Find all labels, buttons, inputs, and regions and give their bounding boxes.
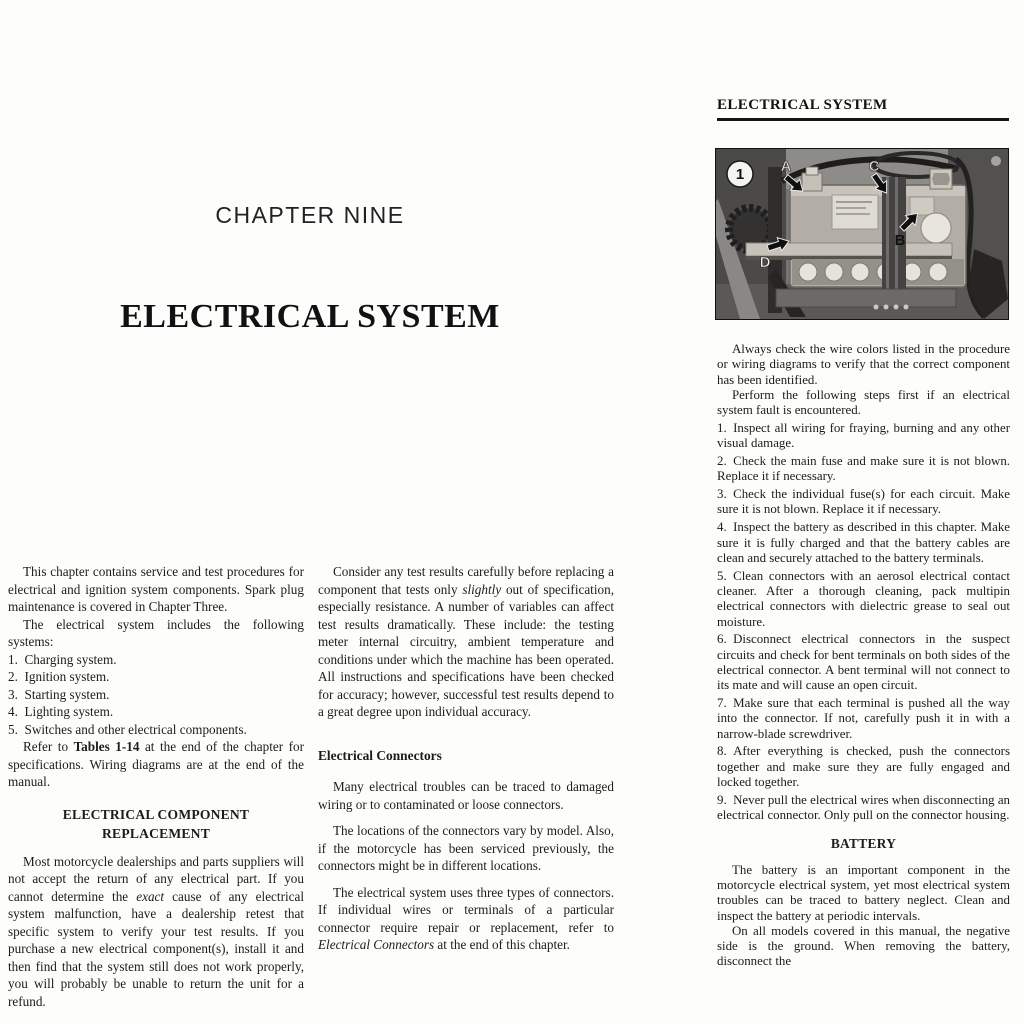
component-replacement-paragraph: Most motorcycle dealerships and parts suppliers will not accept the return of any electrical part. If you cannot determine the exact cause of any electrical system malfunction, have a dealership retest that specific system to verify your test results. If you purchase a new electrical component(s), install it and then find that the system still does not work properly, you will probably be unable to return the unit for a refund. <box>8 853 304 1009</box>
step-1: 1. Inspect all wiring for fraying, burning and any other visual damage. <box>717 420 1010 451</box>
system-list-item: 1. Charging system. <box>8 651 117 667</box>
system-list-item: 4. Lighting system. <box>8 704 114 719</box>
section-heading-battery: BATTERY <box>830 836 897 852</box>
step-2: 2. Check the main fuse and make sure it is not blown. Replace it if necessary. <box>717 454 1010 484</box>
battery-terminal-left <box>802 173 822 191</box>
figure-number: 1 <box>735 166 745 183</box>
cell-cap <box>929 263 947 281</box>
connectors-paragraph-3: The electrical system uses three types of connectors. If individual wires or terminals of a particular connector require repair or replacement, refer to Electrical Connectors at the end of this chapter. <box>318 884 614 952</box>
step-4: 4. Inspect the battery as described in this chapter. Make sure it is fully charged and that the battery cables are clean and securely attached to the battery terminals. <box>717 520 1010 565</box>
subheading-electrical-connectors: Electrical Connectors <box>318 747 442 763</box>
step-5: 5. Clean connectors with an aerosol electrical contact cleaner. After a thorough cleaning, pack multipin electrical connectors with dielectric grease to seal out moisture. <box>717 568 1010 629</box>
callout-letter-d: D <box>759 254 771 271</box>
step-3: 3. Check the individual fuse(s) for each circuit. Make sure it is not blown. Replace it if necessary. <box>717 487 1010 517</box>
intro-paragraph-2: The electrical system includes the following systems: <box>8 616 304 649</box>
section-heading-electrical-component-replacement: ELECTRICAL COMPONENT REPLACEMENT <box>62 806 250 841</box>
battery-tray <box>776 289 956 307</box>
running-head: ELECTRICAL SYSTEM <box>717 97 1009 121</box>
intro-paragraph-1: This chapter contains service and test procedures for electrical and ignition system components. Spark plug maintenance is covered in Chapter Three. <box>8 564 304 614</box>
right-intro-paragraph-1: Always check the wire colors listed in the procedure or wiring diagrams to verify that the correct component has been identified. <box>717 342 1010 387</box>
white-highlight <box>921 213 951 243</box>
cell-cap <box>851 263 869 281</box>
page-title: ELECTRICAL SYSTEM <box>120 298 500 335</box>
cell-cap <box>799 263 817 281</box>
step-8: 8. After everything is checked, push the connectors together and make sure they are fully engaged and locked together. <box>717 744 1010 790</box>
callout-letter-a: A <box>780 158 792 175</box>
step-7: 7. Make sure that each terminal is pushed all the way into the connector. If not, carefully push it in with a narrow-blade screwdriver. <box>717 696 1010 741</box>
battery-paragraph-2: On all models covered in this manual, the negative side is the ground. When removing the battery, disconnect the <box>717 923 1010 969</box>
battery-label <box>832 195 878 229</box>
callout-letter-c: C <box>868 158 880 175</box>
left-column-2 <box>318 563 614 954</box>
cell-cap <box>825 263 843 281</box>
chapter-label: CHAPTER NINE <box>215 202 405 228</box>
refer-paragraph: Refer to Tables 1-14 at the end of the chapter for specifications. Wiring diagrams are at the end of the manual. <box>8 739 304 789</box>
system-list-item: 2. Ignition system. <box>8 669 110 684</box>
connectors-paragraph-1: Many electrical troubles can be traced to damaged wiring or to contaminated or loose connectors. <box>318 779 614 812</box>
battery-photo-figure <box>715 148 1009 320</box>
right-column <box>717 342 1010 970</box>
battery-label-small <box>910 197 934 215</box>
system-list-item: 5. Switches and other electrical components. <box>8 721 247 737</box>
step-9: 9. Never pull the electrical wires when disconnecting an electrical connector. Only pull on the connector housing. <box>717 792 1010 823</box>
system-list-item: 3. Starting system. <box>8 686 110 702</box>
left-column-1 <box>8 563 304 1010</box>
battery-photo <box>716 149 1008 319</box>
battery-paragraph-1: The battery is an important component in the motorcycle electrical system, yet most electrical system troubles can be traced to battery neglect. Clean and inspect the battery at periodic intervals. <box>717 862 1010 923</box>
callout-letter-b: B <box>894 232 906 249</box>
testing-paragraph: Consider any test results carefully before replacing a component that tests only slightly out of specification, especially resistance. A number of variables can affect test results dramatically. These include: the testing meter internal circuitry, ambient temperature and conditions under which the machine has been operated. All instructions and specifications have been checked for accuracy; however, successful test results depend to a great degree upon individual accuracy. <box>318 564 614 719</box>
connectors-paragraph-2: The locations of the connectors vary by model. Also, if the motorcycle has been serviced previously, the connectors might be in different locations. <box>318 823 614 873</box>
step-6: 6. Disconnect electrical connectors in the suspect circuits and check for bent terminals on both sides of the electrical connector. A bent terminal will not connect to its mate and will cause an open circuit. <box>717 632 1010 693</box>
right-intro-paragraph-2: Perform the following steps first if an electrical system fault is encountered. <box>717 387 1010 418</box>
tables-reference: Tables 1-14 <box>73 739 140 754</box>
